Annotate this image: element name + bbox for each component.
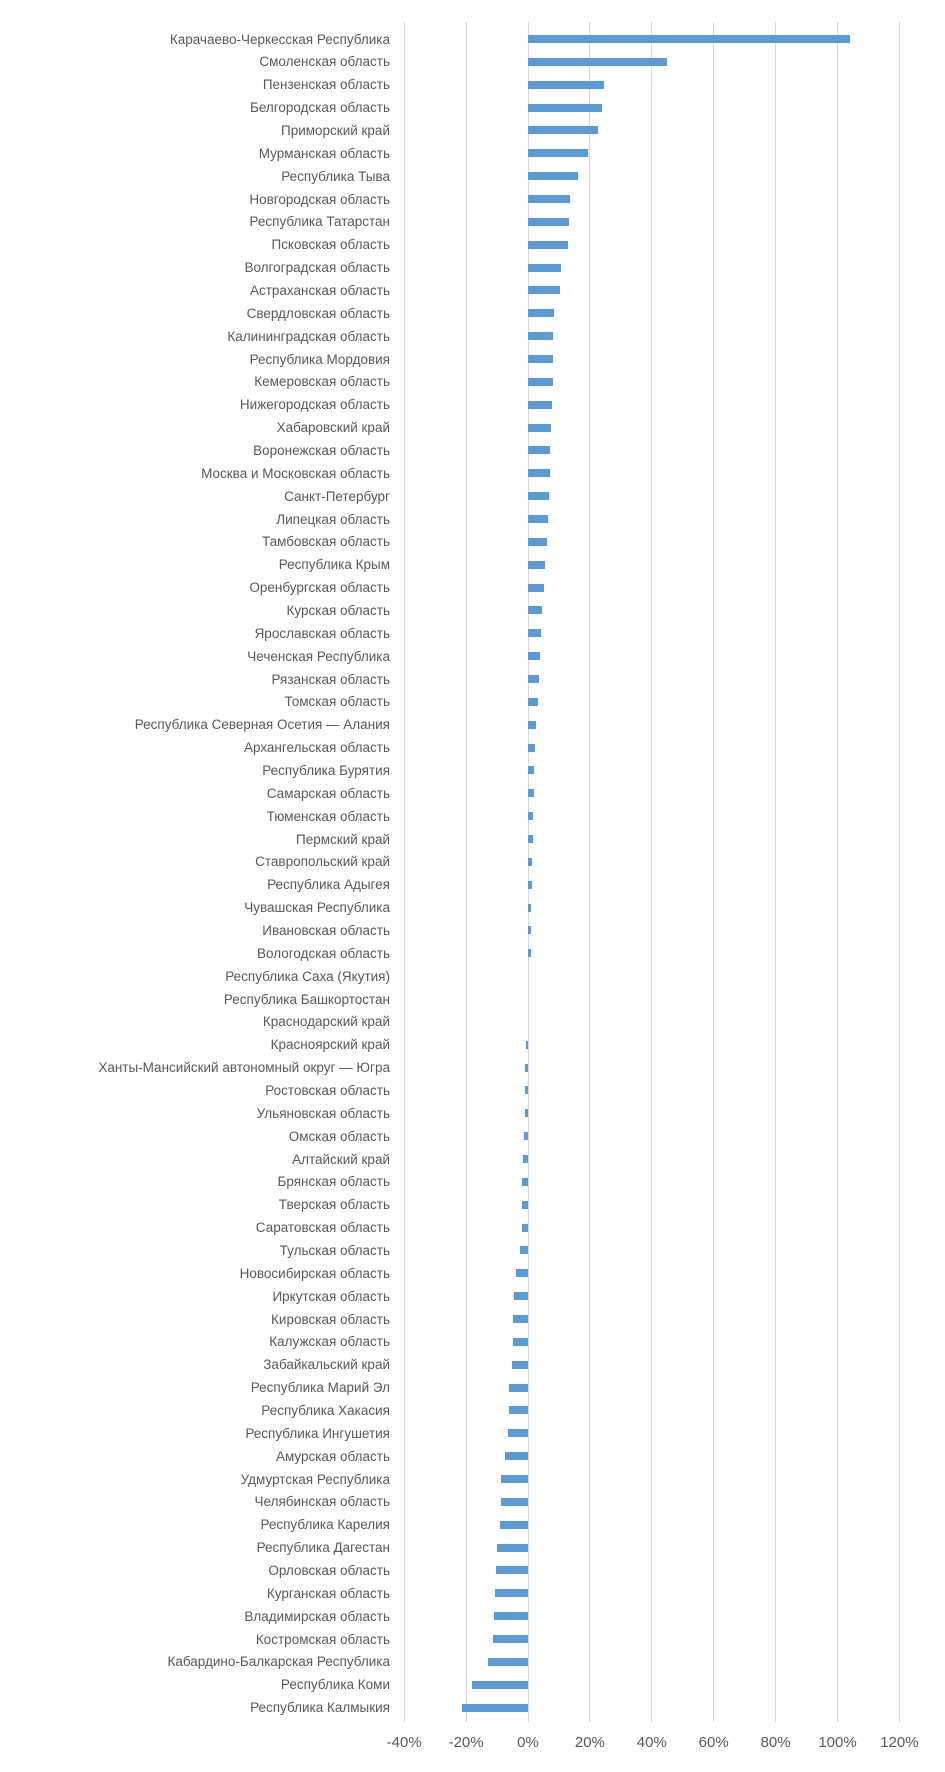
bar <box>528 264 561 272</box>
bar <box>528 401 552 409</box>
category-label: Новосибирская область <box>239 1265 390 1281</box>
category-label: Республика Ингушетия <box>245 1425 390 1441</box>
category-label: Иркутская область <box>272 1288 390 1304</box>
bar <box>522 1224 529 1232</box>
bar <box>528 378 553 386</box>
gridline <box>899 22 900 1722</box>
bar <box>528 698 538 706</box>
bar <box>528 606 542 614</box>
x-axis-tick-label: 20% <box>574 1734 605 1751</box>
category-label: Чеченская Республика <box>247 648 390 664</box>
gridline <box>528 22 529 1722</box>
category-label: Республика Крым <box>278 557 390 573</box>
category-label: Амурская область <box>275 1448 390 1464</box>
category-label: Пермский край <box>296 831 390 847</box>
category-label: Тамбовская область <box>261 534 390 550</box>
gridline <box>404 22 405 1722</box>
category-label: Забайкальский край <box>263 1357 390 1373</box>
bar <box>472 1681 528 1689</box>
category-label: Курганская область <box>266 1585 390 1601</box>
bar <box>516 1269 528 1277</box>
bar <box>528 469 550 477</box>
bar <box>528 812 533 820</box>
bar <box>524 1132 528 1140</box>
bar <box>525 1086 528 1094</box>
bar <box>509 1406 528 1414</box>
bar <box>528 561 545 569</box>
bar <box>528 355 553 363</box>
bar <box>512 1361 528 1369</box>
category-label: Курская область <box>286 602 390 618</box>
bar <box>520 1246 528 1254</box>
category-label: Ивановская область <box>262 922 390 938</box>
category-label: Хабаровский край <box>276 420 390 436</box>
category-label: Смоленская область <box>259 54 390 70</box>
category-label: Республика Бурятия <box>262 762 390 778</box>
category-label: Республика Тыва <box>281 168 390 184</box>
bar <box>528 949 531 957</box>
bar <box>496 1566 528 1574</box>
category-label: Белгородская область <box>249 100 390 116</box>
bar <box>528 721 536 729</box>
category-label: Оренбургская область <box>249 580 390 596</box>
bar <box>528 332 553 340</box>
x-axis-tick-label: 100% <box>818 1734 857 1751</box>
gridline <box>713 22 714 1722</box>
category-label: Самарская область <box>266 785 390 801</box>
bar <box>528 195 570 203</box>
category-label: Кабардино-Балкарская Республика <box>167 1654 390 1670</box>
category-label: Томская область <box>284 694 390 710</box>
bar <box>528 309 554 317</box>
x-axis-tick-label: -20% <box>448 1734 484 1751</box>
category-label: Псковская область <box>271 237 390 253</box>
bar <box>501 1475 529 1483</box>
gridline <box>651 22 652 1722</box>
bar <box>528 652 540 660</box>
bar <box>528 126 598 134</box>
category-label: Республика Саха (Якутия) <box>225 968 390 984</box>
bar <box>528 149 588 157</box>
category-label: Республика Дагестан <box>256 1540 390 1556</box>
category-label: Карачаево-Черкесская Республика <box>169 31 390 47</box>
bar <box>513 1338 529 1346</box>
category-label: Орловская область <box>268 1562 390 1578</box>
category-label: Республика Хакасия <box>261 1402 390 1418</box>
x-axis-tick-label: 120% <box>880 1734 919 1751</box>
bar <box>528 286 560 294</box>
category-label: Тюменская область <box>266 808 390 824</box>
bar <box>523 1155 528 1163</box>
category-label: Рязанская область <box>271 671 390 687</box>
bar <box>525 1109 528 1117</box>
bar <box>497 1544 528 1552</box>
category-label: Вологодская область <box>257 945 390 961</box>
bar <box>528 538 547 546</box>
bar <box>528 881 532 889</box>
category-label: Республика Башкортостан <box>223 991 390 1007</box>
category-label: Владимирская область <box>244 1608 390 1624</box>
category-label: Свердловская область <box>246 305 390 321</box>
category-label: Приморский край <box>280 122 390 138</box>
category-label: Республика Северная Осетия — Алания <box>134 717 390 733</box>
bar <box>528 241 568 249</box>
bar <box>528 172 578 180</box>
bar <box>528 515 548 523</box>
category-label: Калужская область <box>269 1334 390 1350</box>
category-label: Ярославская область <box>254 625 390 641</box>
bar <box>488 1658 528 1666</box>
category-label: Архангельская область <box>243 740 390 756</box>
bar <box>528 58 667 66</box>
bar <box>528 584 544 592</box>
bar <box>528 675 539 683</box>
bar <box>528 858 532 866</box>
category-label: Брянская область <box>277 1174 390 1190</box>
bar <box>514 1292 528 1300</box>
bar <box>528 744 535 752</box>
gridline <box>466 22 467 1722</box>
category-label: Чувашская Республика <box>244 900 390 916</box>
category-label: Тверская область <box>278 1197 390 1213</box>
bar <box>494 1612 528 1620</box>
gridline <box>775 22 776 1722</box>
category-label: Пензенская область <box>262 77 390 93</box>
bar <box>528 835 533 843</box>
category-label: Астраханская область <box>249 282 390 298</box>
bar <box>462 1704 529 1712</box>
category-label: Липецкая область <box>276 511 390 527</box>
bar <box>508 1429 528 1437</box>
bar <box>509 1384 528 1392</box>
bar <box>501 1498 529 1506</box>
bar <box>513 1315 528 1323</box>
category-label: Республика Марий Эл <box>250 1380 390 1396</box>
bar <box>526 1041 529 1049</box>
bar <box>528 81 604 89</box>
category-label: Нижегородская область <box>239 397 390 413</box>
category-label: Ханты-Мансийский автономный округ — Югра <box>98 1060 390 1076</box>
bar <box>528 218 569 226</box>
category-label: Волгоградская область <box>244 260 390 276</box>
category-label: Удмуртская Республика <box>240 1471 390 1487</box>
bar <box>505 1452 529 1460</box>
bar <box>528 424 551 432</box>
category-label: Красноярский край <box>270 1037 390 1053</box>
x-axis-tick-label: -40% <box>386 1734 422 1751</box>
x-axis-tick-label: 40% <box>636 1734 667 1751</box>
category-label: Омская область <box>288 1128 390 1144</box>
category-label: Калининградская область <box>227 328 390 344</box>
bar <box>528 104 602 112</box>
bar <box>522 1178 528 1186</box>
category-label: Алтайский край <box>292 1151 390 1167</box>
gridline <box>589 22 590 1722</box>
category-label: Кемеровская область <box>254 374 390 390</box>
category-label: Мурманская область <box>258 145 390 161</box>
category-label: Воронежская область <box>253 442 390 458</box>
bar <box>528 446 550 454</box>
category-label: Тульская область <box>279 1242 390 1258</box>
bar <box>528 789 534 797</box>
category-label: Саратовская область <box>255 1220 390 1236</box>
bar <box>528 926 531 934</box>
category-label: Ставропольский край <box>255 854 390 870</box>
category-label: Костромская область <box>255 1631 390 1647</box>
bar <box>495 1589 528 1597</box>
bar <box>493 1635 528 1643</box>
category-label: Краснодарский край <box>262 1014 390 1030</box>
category-label: Москва и Московская область <box>201 465 390 481</box>
category-label: Ростовская область <box>265 1082 390 1098</box>
gridline <box>837 22 838 1722</box>
x-axis-tick-label: 0% <box>517 1734 539 1751</box>
category-label: Республика Карелия <box>260 1517 390 1533</box>
category-label: Республика Татарстан <box>249 214 390 230</box>
category-label: Кировская область <box>271 1311 390 1327</box>
category-label: Ульяновская область <box>256 1105 390 1121</box>
category-label: Республика Адыгея <box>267 877 390 893</box>
category-label: Республика Коми <box>280 1677 390 1693</box>
bar <box>528 766 534 774</box>
bar <box>522 1201 528 1209</box>
category-label: Республика Калмыкия <box>250 1700 390 1716</box>
x-axis-tick-label: 60% <box>698 1734 729 1751</box>
category-label: Санкт-Петербург <box>284 488 390 504</box>
bar <box>528 492 549 500</box>
bar <box>528 35 850 43</box>
bar <box>525 1064 528 1072</box>
category-label: Республика Мордовия <box>249 351 390 367</box>
bar <box>528 629 541 637</box>
category-label: Челябинская область <box>254 1494 390 1510</box>
bar <box>528 904 531 912</box>
bar <box>500 1521 528 1529</box>
x-axis-tick-label: 80% <box>760 1734 791 1751</box>
category-label: Новгородская область <box>249 191 390 207</box>
